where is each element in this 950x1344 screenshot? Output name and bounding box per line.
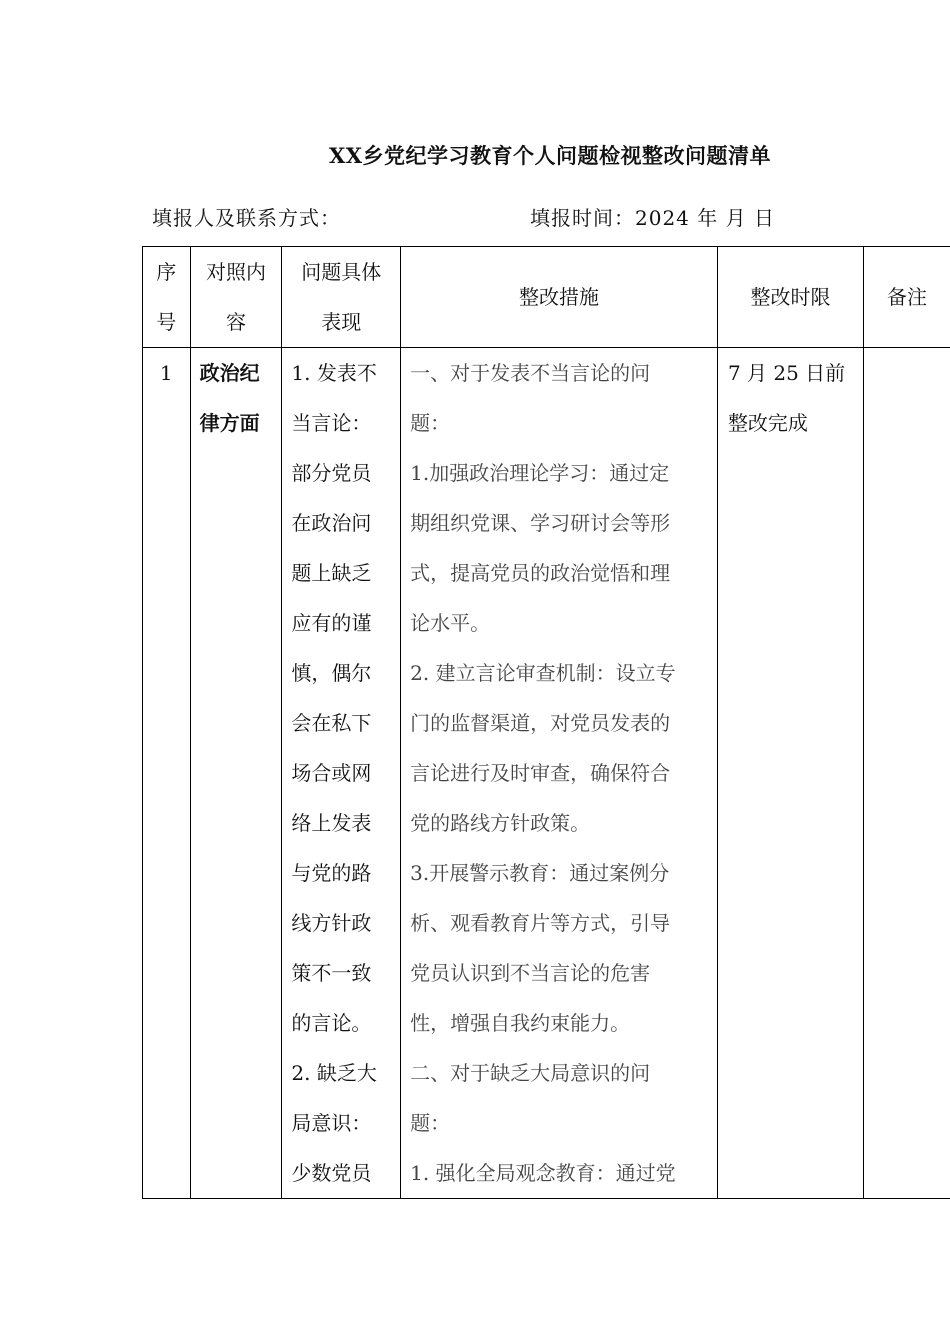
row-item: 政治纪 律方面 bbox=[190, 348, 282, 1199]
document-title: XX乡党纪学习教育个人问题检视整改问题清单 bbox=[328, 143, 772, 168]
header-seq: 序 号 bbox=[143, 247, 191, 348]
row-measures: 一、对于发表不当言论的问 题： 1.加强政治理论学习：通过定 期组织党课、学习研讨会等形 式，提高党员的政治觉悟和理 论水平。 2. 建立言论审查机制：设立专 门的监督渠道，对党员发表的 言论进行及时审查，确保符合 党的路线方针政策。 3.开展警示教育：通过案例分 析、观看教育片等方式，引导 党员认识到不当言论的危害 性，增强自我约束能力。 二、对于缺乏大局意识的问 题： 1. 强化全局观念教育：通过党 bbox=[401, 348, 718, 1199]
header-row bbox=[143, 247, 950, 348]
row-remarks bbox=[863, 348, 950, 1199]
row-seq: 1 bbox=[143, 348, 191, 1199]
header-remarks: 备注 bbox=[863, 247, 950, 348]
filler-label: 填报人及联系方式： bbox=[152, 206, 341, 230]
row-deadline: 7 月 25 日前 整改完成 bbox=[717, 348, 863, 1199]
table-row bbox=[143, 348, 950, 1199]
header-item: 对照内 容 bbox=[190, 247, 282, 348]
header-deadline: 整改时限 bbox=[717, 247, 863, 348]
header-problem: 问题具体 表现 bbox=[282, 247, 401, 348]
row-problem: 1. 发表不 当言论： 部分党员 在政治问 题上缺乏 应有的谨 慎，偶尔 会在私下 场合或网 络上发表 与党的路 线方针政 策不一致 的言论。 2. 缺乏大 局意识： 少数党员 bbox=[282, 348, 401, 1199]
date-label: 填报时间：2024 年 月 日 bbox=[530, 206, 775, 230]
rectification-table bbox=[142, 246, 950, 1199]
header-measures: 整改措施 bbox=[401, 247, 718, 348]
